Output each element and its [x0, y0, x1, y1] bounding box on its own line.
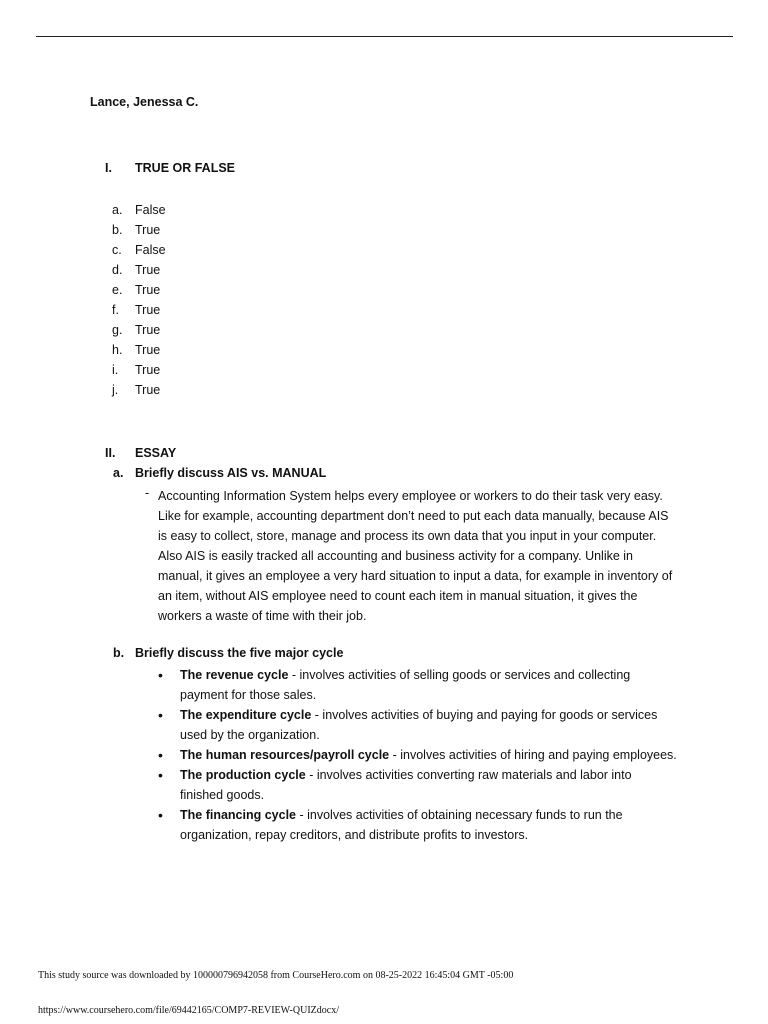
list-item	[112, 280, 166, 300]
cycle-description: - involves activities converting raw materials and labor into finished goods.	[180, 768, 632, 802]
item-answer: False	[135, 203, 166, 217]
cycle-description: - involves activities of buying and paying for goods or services used by the organization.	[180, 708, 658, 742]
section-essay-heading	[105, 446, 176, 460]
list-item	[112, 220, 166, 240]
cycle-term: The revenue cycle	[180, 668, 289, 682]
section-true-or-false-heading	[105, 161, 235, 175]
cycle-description: - involves activities of obtaining necessary funds to run the organization, repay creditors, and distribute profits to investors.	[180, 808, 623, 842]
cycle-term: The financing cycle	[180, 808, 297, 822]
list-item	[158, 705, 678, 745]
item-letter: e.	[112, 283, 123, 297]
item-letter: g.	[112, 323, 123, 337]
bullet-icon: •	[158, 707, 163, 723]
item-letter: j.	[112, 383, 119, 397]
item-letter: d.	[112, 263, 123, 277]
item-letter: f.	[112, 303, 119, 317]
cycle-term: The human resources/payroll cycle	[180, 748, 390, 762]
section-title: TRUE OR FALSE	[135, 161, 236, 175]
list-item	[158, 805, 678, 845]
item-answer: True	[135, 343, 161, 357]
item-answer: False	[135, 243, 166, 257]
item-answer: True	[135, 223, 161, 237]
list-item	[112, 380, 166, 400]
item-letter: a.	[113, 466, 124, 480]
dash-marker: -	[145, 486, 150, 500]
item-letter: a.	[112, 203, 123, 217]
item-letter: h.	[112, 343, 123, 357]
list-item	[112, 300, 166, 320]
item-letter: i.	[112, 363, 119, 377]
source-url-link[interactable]: https://www.coursehero.com/file/69442165/COMP7-REVIEW-QUIZdocx/	[38, 1005, 339, 1016]
list-item	[112, 260, 166, 280]
essay-b-title: Briefly discuss the five major cycle	[135, 646, 344, 660]
list-item	[112, 360, 166, 380]
essay-b-heading	[113, 646, 343, 660]
item-answer: True	[135, 283, 161, 297]
bullet-icon: •	[158, 667, 163, 683]
list-item	[112, 200, 166, 220]
cycle-description: - involves activities of selling goods or services and collecting payment for those sales.	[180, 668, 631, 702]
cycle-term: The production cycle	[180, 768, 306, 782]
item-answer: True	[135, 383, 161, 397]
section-number: I.	[105, 161, 112, 175]
item-letter: c.	[112, 243, 122, 257]
list-item	[158, 765, 678, 805]
essay-a-paragraph: Accounting Information System helps every employee or workers to do their task very easy. Like for example, accounting department don’t need to put each data manually, because AIS is easy to collect, store, manage and process its own data that you input in your computer. Also AIS is easily tracked all accounting and business activity for a company. Unlike in manual, it gives an employee a very hard situation to input a data, for example in inventory of an item, without AIS employee need to count each item in manual situation, it gives the workers a waste of time with their job.	[158, 489, 673, 623]
header-divider	[36, 36, 733, 37]
true-false-answer-list	[112, 200, 166, 400]
list-item	[112, 320, 166, 340]
essay-a-heading	[113, 466, 326, 480]
item-letter: b.	[113, 646, 125, 660]
item-answer: True	[135, 303, 161, 317]
cycle-description: - involves activities of hiring and paying employees.	[389, 748, 677, 762]
bullet-icon: •	[158, 747, 163, 763]
download-notice: This study source was downloaded by 100000796942058 from CourseHero.com on 08-25-2022 16:45:04 GMT -05:00	[38, 970, 514, 981]
bullet-icon: •	[158, 767, 163, 783]
section-title: ESSAY	[135, 446, 177, 460]
item-answer: True	[135, 263, 161, 277]
section-number: II.	[105, 446, 116, 460]
list-item	[112, 340, 166, 360]
major-cycles-list	[158, 665, 678, 845]
item-answer: True	[135, 363, 161, 377]
bullet-icon: •	[158, 807, 163, 823]
author-name: Lance, Jenessa C.	[90, 95, 199, 109]
cycle-term: The expenditure cycle	[180, 708, 312, 722]
list-item	[112, 240, 166, 260]
list-item	[158, 745, 678, 765]
essay-a-title: Briefly discuss AIS vs. MANUAL	[135, 466, 327, 480]
item-letter: b.	[112, 223, 123, 237]
list-item	[158, 665, 678, 705]
item-answer: True	[135, 323, 161, 337]
